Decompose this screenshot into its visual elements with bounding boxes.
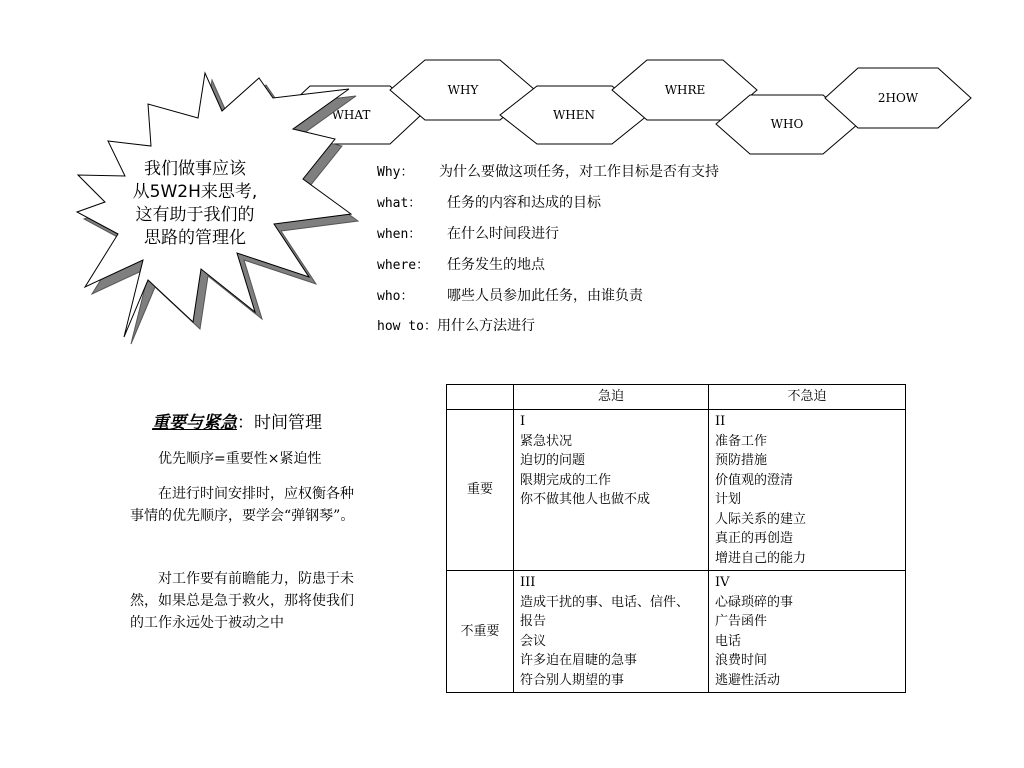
- hexagon-label-why: WHY: [447, 83, 479, 97]
- quadrant-1: [514, 410, 709, 571]
- paragraph-scheduling: 在进行时间安排时，应权衡各种事情的优先顺序，要学会“弹钢琴”。: [130, 486, 355, 524]
- quadrant-item: 符合别人期望的事: [520, 672, 625, 688]
- definition-desc: 任务的内容和达成的目标: [447, 195, 601, 211]
- hexagon-label-what: WHAT: [331, 108, 371, 122]
- quadrant-item: 人际关系的建立: [715, 511, 807, 527]
- quadrant-numeral: I: [520, 414, 526, 429]
- quadrant-item: 准备工作: [715, 433, 768, 449]
- definition-term: where：: [377, 258, 430, 273]
- definition-desc: 在什么时间段进行: [447, 226, 559, 242]
- quadrant-item: 逃避性活动: [715, 672, 781, 688]
- quadrant-numeral: II: [715, 414, 726, 429]
- definition-term: what：: [377, 196, 422, 211]
- callout-line: 思路的管理化: [144, 228, 246, 248]
- hexagon-label-who: WHO: [770, 117, 804, 131]
- quadrant-item: 广告函件: [715, 614, 768, 629]
- definition-term: Why：: [377, 165, 414, 180]
- definition-where: [377, 254, 545, 274]
- matrix-row-important: [447, 410, 906, 571]
- section-title-rest: ：时间管理: [237, 413, 322, 433]
- definition-term: who：: [377, 289, 414, 304]
- hexagon-label-2how: 2HOW: [877, 91, 919, 105]
- quadrant-item: 价值观的澄清: [715, 472, 794, 488]
- quadrant-numeral: III: [520, 575, 536, 590]
- quadrant-item: 会议: [520, 633, 547, 649]
- paragraph-foresight: 对工作要有前瞻能力，防患于未然，如果总是急于救火，那将使我们的工作永远处于被动之中: [130, 571, 354, 631]
- quadrant-item: 浪费时间: [715, 653, 768, 668]
- definition-who: [377, 285, 643, 305]
- quadrant-item: 许多迫在眉睫的急事: [520, 653, 638, 668]
- callout-line: 从5W2H来思考,: [132, 182, 258, 202]
- quadrant-item: 增进自己的能力: [715, 550, 807, 566]
- definition-desc: 哪些人员参加此任务，由谁负责: [447, 288, 643, 304]
- quadrant-item: 计划: [715, 492, 742, 507]
- section-title: [152, 408, 322, 433]
- definition-term: how to：: [377, 319, 437, 334]
- definition-term: when：: [377, 227, 422, 242]
- quadrant-item: 你不做其他人也做不成: [520, 492, 651, 507]
- callout-line: 我们做事应该: [144, 159, 246, 179]
- quadrant-item: 预防措施: [715, 453, 768, 468]
- definition-why: [377, 161, 719, 181]
- callout-text: [95, 158, 295, 250]
- quadrant-2: [709, 410, 906, 571]
- hexagon-label-whre: WHRE: [664, 83, 706, 97]
- quadrant-item: 限期完成的工作: [520, 472, 612, 488]
- definition-desc: 用什么方法进行: [436, 318, 535, 334]
- quadrant-4: [709, 571, 906, 693]
- quadrant-3: [514, 571, 709, 693]
- definition-desc: 任务发生的地点: [447, 257, 545, 273]
- priority-matrix: [446, 384, 906, 693]
- section-title-emphasis: 重要与紧急: [152, 413, 237, 433]
- definition-how: [377, 315, 535, 335]
- quadrant-item: 真正的再创造: [715, 531, 794, 546]
- matrix-col-header: 不急迫: [709, 385, 906, 410]
- priority-formula: 优先顺序=重要性×紧迫性: [158, 451, 322, 467]
- quadrant-item: 迫切的问题: [520, 453, 586, 468]
- definition-what: [377, 192, 601, 212]
- matrix-col-header: 急迫: [514, 385, 709, 410]
- definition-desc: 为什么要做这项任务，对工作目标是否有支持: [439, 164, 719, 180]
- callout-line: 这有助于我们的: [135, 205, 255, 225]
- matrix-corner-cell: [447, 385, 514, 410]
- matrix-row-not-important: [447, 571, 906, 693]
- matrix-row-header: 不重要: [447, 571, 514, 693]
- quadrant-item: 紧急状况: [520, 433, 573, 449]
- definition-when: [377, 223, 559, 243]
- matrix-row-header: 重要: [447, 410, 514, 571]
- quadrant-item: 报告: [520, 614, 547, 629]
- quadrant-item: 心碌琐碎的事: [715, 594, 794, 610]
- quadrant-item: 造成干扰的事、电话、信件、: [520, 594, 690, 610]
- quadrant-item: 电话: [715, 633, 742, 649]
- quadrant-numeral: IV: [715, 575, 730, 590]
- hexagon-label-when: WHEN: [552, 108, 596, 122]
- matrix-header-row: [447, 385, 906, 410]
